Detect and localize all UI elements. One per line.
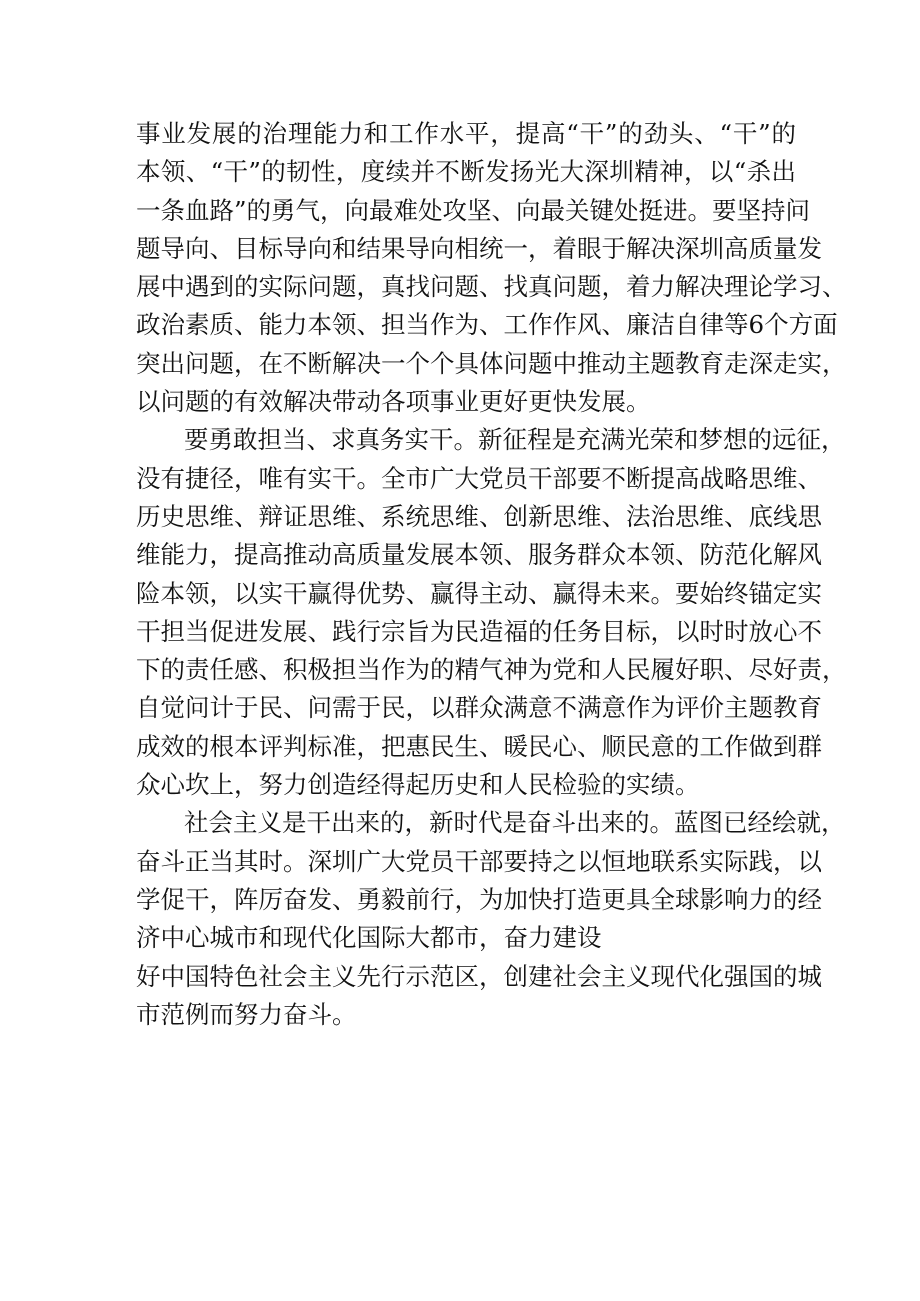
paragraph-first-line: 社会主义是干出来的，新时代是奋斗出来的。蓝图已经绘就， [184, 808, 846, 838]
paragraph-line: 题导向、目标导向和结果导向相统一，着眼于解决深圳高质量发 [136, 233, 822, 263]
paragraph-line: 下的责任感、积极担当作为的精气神为党和人民履好职、尽好责， [136, 655, 847, 685]
paragraph-line: 展中遇到的实际问题，真找问题、找真问题，着力解决理论学习、 [136, 272, 847, 302]
paragraph-line: 成效的根本评判标准，把惠民生、暖民心、顺民意的工作做到群 [136, 731, 822, 761]
paragraph-line: 自觉问计于民、问需于民，以群众满意不满意作为评价主题教育 [136, 693, 822, 723]
document-body [136, 115, 847, 1034]
paragraph-line: 一条血路”的勇气，向最难处攻坚、向最关键处挺进。要坚持问 [136, 195, 811, 225]
paragraph-line: 政治素质、能力本领、担当作为、工作作风、廉洁自律等6个方面 [136, 310, 838, 340]
paragraph-line: 险本领，以实干赢得优势、赢得主动、赢得未来。要始终锚定实 [136, 578, 822, 608]
paragraph-line: 众心坎上，努力创造经得起历史和人民检验的实绩。 [136, 770, 700, 800]
paragraph-line: 济中心城市和现代化国际大都市，奋力建设 [136, 923, 602, 953]
paragraph-line: 好中国特色社会主义先行示范区，创建社会主义现代化强国的城 [136, 961, 822, 991]
paragraph-line: 干担当促进发展、践行宗旨为民造福的任务目标，以时时放心不 [136, 616, 822, 646]
paragraph-first-line: 要勇敢担当、求真务实干。新征程是充满光荣和梦想的远征， [184, 425, 846, 455]
paragraph-line: 突出问题，在不断解决一个个具体问题中推动主题教育走深走实， [136, 348, 847, 378]
paragraph-line: 本领、“干”的韧性，度续并不断发扬光大深圳精神，以“杀出 [136, 157, 796, 187]
paragraph-line: 市范例而努力奋斗。 [136, 999, 357, 1029]
paragraph-line: 奋斗正当其时。深圳广大党员干部要持之以恒地联系实际践，以 [136, 846, 822, 876]
paragraph-line: 历史思维、辩证思维、系统思维、创新思维、法治思维、底线思 [136, 501, 822, 531]
paragraph-line: 没有捷径，唯有实干。全市广大党员干部要不断提高战略思维、 [136, 463, 822, 493]
paragraph-line: 学促干，阵厉奋发、勇毅前行，为加快打造更具全球影响力的经 [136, 884, 822, 914]
paragraph-line: 维能力，提高推动高质量发展本领、服务群众本领、防范化解风 [136, 540, 822, 570]
paragraph-line: 以问题的有效解决带动各项事业更好更快发展。 [136, 387, 651, 417]
paragraph-line: 事业发展的治理能力和工作水平，提高“干”的劲头、“干”的 [136, 119, 796, 148]
